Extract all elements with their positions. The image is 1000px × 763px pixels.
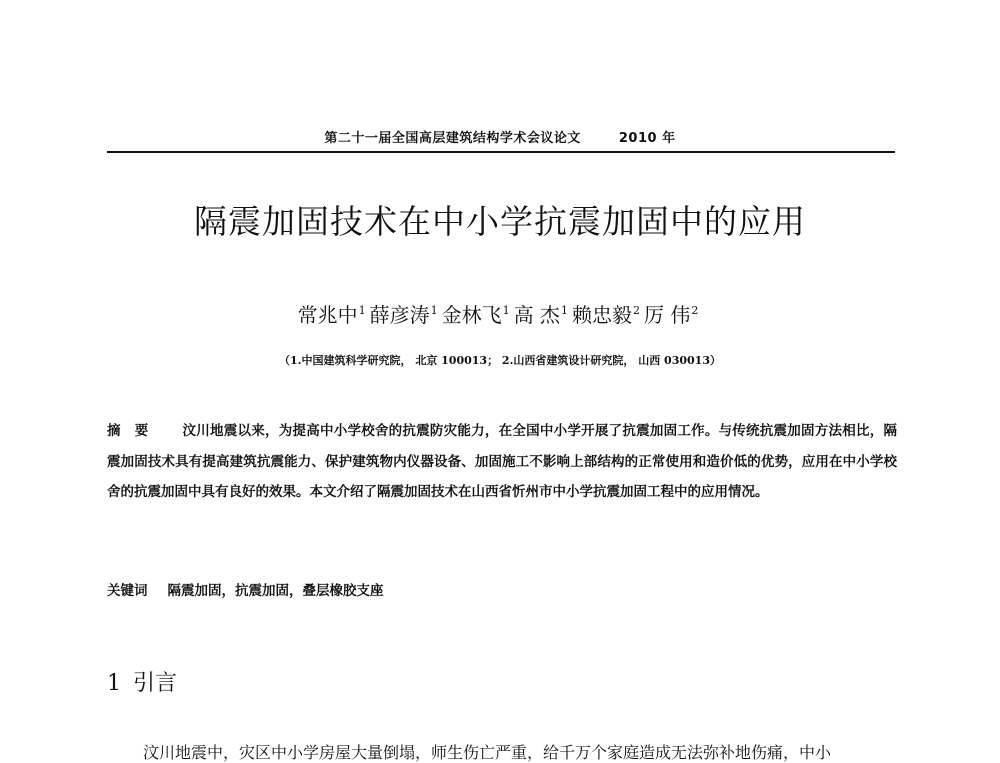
affiliation-line: （1.中国建筑科学研究院， 北京 100013； 2.山西省建筑设计研究院， 山西 030013） (279, 354, 721, 367)
abstract-label: 摘要 (107, 423, 163, 439)
running-header (0, 127, 1000, 146)
header-rule (107, 151, 895, 153)
paper-title: 隔震加固技术在中小学抗震加固中的应用 (194, 202, 806, 241)
keywords-text: 隔震加固，抗震加固，叠层橡胶支座 (167, 583, 384, 599)
abstract (107, 416, 897, 508)
conference-year: 2010 年 (618, 131, 676, 146)
conference-name: 第二十一届全国高层建筑结构学术会议论文 (324, 131, 581, 146)
author-name: 赖忠毅 (572, 303, 632, 327)
body-paragraph: 汶川地震中，灾区中小学房屋大量倒塌，师生伤亡严重，给千万个家庭造成无法弥补地伤痛，中小 (143, 743, 832, 762)
author-name: 薛彦涛 (369, 303, 430, 327)
author-affiliation-mark: 1 (358, 304, 366, 318)
author-name: 常兆中 (297, 303, 358, 327)
abstract-text: 汶川地震以来，为提高中小学校舍的抗震防灾能力，在全国中小学开展了抗震加固工作。与传统抗震加固方法相比，隔震加固技术具有提高建筑抗震能力、保护建筑物内仪器设备、加固施工不影响上部结构的正常使用和造价低的优势，应用在中小学校舍的抗震加固中具有良好的效果。本文介绍了隔震加固技术在山西省忻州市中小学抗震加固工程中的应用情况。 (107, 423, 898, 500)
author-name: 厉 伟 (644, 303, 691, 327)
keywords (107, 580, 897, 602)
section-heading (107, 666, 177, 697)
author-affiliation-mark: 1 (561, 304, 568, 318)
keywords-label: 关键词 (107, 583, 148, 599)
author-affiliation-mark: 2 (633, 304, 640, 318)
author-name: 金林飞 (441, 303, 502, 327)
section-number: 1 (107, 671, 121, 696)
author-affiliation-mark: 2 (691, 304, 699, 318)
section-title: 引言 (133, 671, 178, 696)
author-affiliation-mark: 1 (430, 304, 438, 318)
author-name: 高 杰 (513, 303, 560, 327)
author-affiliation-mark: 1 (502, 304, 510, 318)
author-list (0, 299, 1000, 328)
